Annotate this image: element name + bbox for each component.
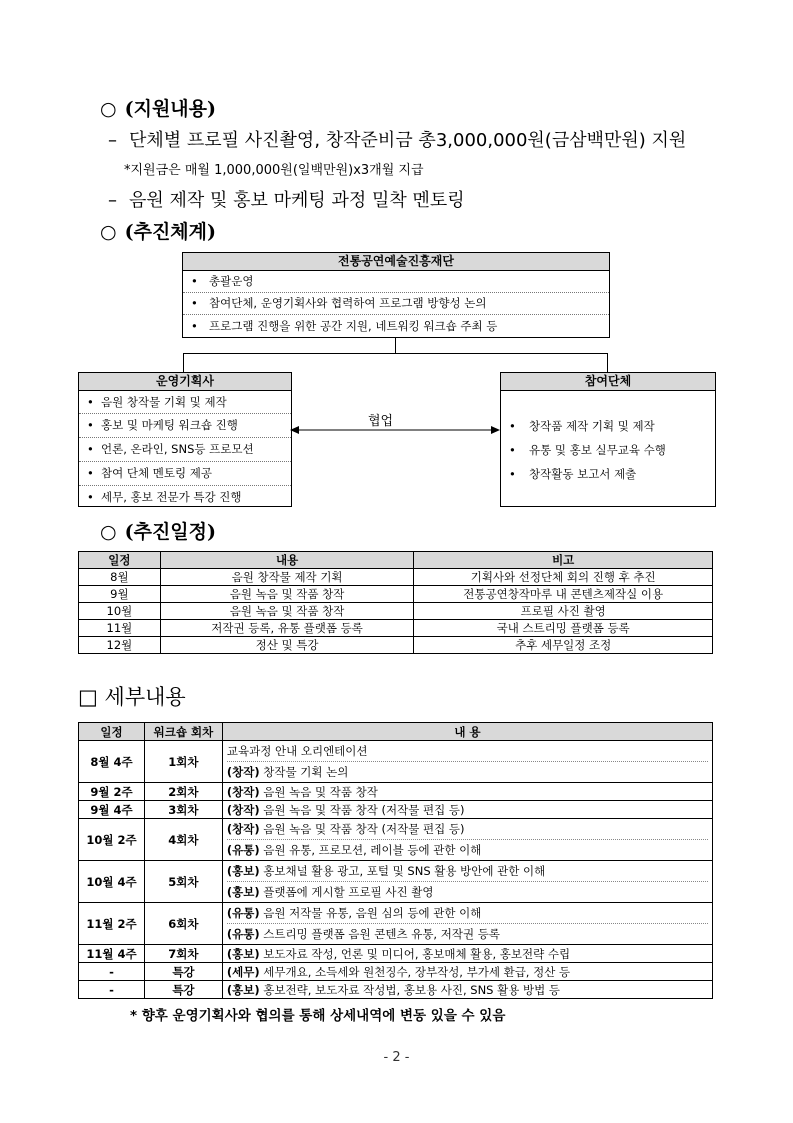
table-cell: 저작권 등록, 유통 플랫폼 등록 [160,620,414,637]
org-box-agency-title: 운영기획사 [79,373,291,391]
detail-session: 5회차 [144,861,222,903]
table-row [79,620,713,637]
table-cell: 9월 [79,586,161,603]
section-system-heading [100,217,216,244]
schedule-header-row [79,552,713,569]
detail-content-line: (유통) 음원 유통, 프로모션, 레이블 등에 관한 이해 [227,839,708,860]
circle-bullet-icon: ○ [100,98,117,120]
table-row [79,981,713,999]
detail-date: 9월 4주 [79,801,145,819]
detail-date: 10월 2주 [79,819,145,861]
connector-line [183,353,184,372]
detail-content: (창작) 음원 녹음 및 작품 창작 (저작물 편집 등) [222,801,712,819]
detail-content-line: (유통) 음원 저작물 유통, 음원 심의 등에 관한 이해 [226,906,482,920]
schedule-table [78,551,713,654]
table-cell: 기획사와 선정단체 회의 진행 후 추진 [414,569,713,586]
org-box-agency [78,372,292,507]
section-system-title: (추진체계) [124,221,216,243]
org-participant-item: • 창작활동 보고서 제출 [501,462,715,486]
detail-header-row [79,723,713,741]
table-row [79,801,713,819]
detail-content-line: (홍보) 플랫폼에 게시할 프로필 사진 촬영 [227,881,708,902]
org-participant-item: • 유통 및 홍보 실무교육 수행 [501,438,715,462]
detail-table [78,722,713,999]
detail-session: 7회차 [144,945,222,963]
table-row [79,819,713,861]
schedule-header-cell: 비고 [414,552,713,569]
detail-date: 8월 4주 [79,741,145,783]
detail-note: * 향후 운영기획사와 협의를 통해 상세내역에 변동 있을 수 있음 [130,1008,506,1024]
detail-date: 11월 4주 [79,945,145,963]
detail-session: 특강 [144,963,222,981]
section-support-title: (지원내용) [124,98,216,120]
table-cell: 음원 녹음 및 작품 창작 [160,603,414,620]
circle-bullet-icon: ○ [100,521,117,543]
section-support-heading [100,94,216,121]
org-foundation-item: • 프로그램 진행을 위한 공간 지원, 네트워킹 워크숍 주최 등 [183,315,609,337]
org-box-participants-title: 참여단체 [501,373,715,391]
support-line-2 [108,186,465,212]
connector-line [607,353,608,372]
section-schedule-heading [100,517,216,544]
table-row [79,783,713,801]
detail-content [222,903,712,945]
table-row [79,586,713,603]
section-schedule-title: (추진일정) [124,521,216,543]
table-row [79,637,713,654]
detail-date: - [79,981,145,999]
table-row [79,903,713,945]
detail-date: 11월 2주 [79,903,145,945]
detail-session: 1회차 [144,741,222,783]
support-line-1 [108,126,686,152]
detail-session: 4회차 [144,819,222,861]
detail-session: 2회차 [144,783,222,801]
detail-content: (세무) 세무개요, 소득세와 원천징수, 장부작성, 부가세 환급, 정산 등 [222,963,712,981]
connector-line [183,353,608,354]
table-cell: 프로필 사진 촬영 [414,603,713,620]
support-note: *지원금은 매월 1,000,000원(일백만원)x3개월 지급 [124,163,424,178]
org-agency-item: • 언론, 온라인, SNS등 프로모션 [79,438,291,462]
org-agency-item: • 세무, 홍보 전문가 특강 진행 [79,486,291,508]
detail-content-line: 교육과정 안내 오리엔테이션 [226,744,368,758]
table-cell: 음원 창작물 제작 기획 [160,569,414,586]
page-number: - 2 - [383,1050,410,1065]
detail-header-cell: 일정 [79,723,145,741]
detail-content-line: (창작) 창작물 기획 논의 [227,761,708,782]
dash-icon: – [108,190,117,211]
table-cell: 8월 [79,569,161,586]
detail-date: 10월 4주 [79,861,145,903]
org-agency-item: • 음원 창작물 기획 및 제작 [79,391,291,414]
detail-content-line: (홍보) 홍보채널 활용 광고, 포털 및 SNS 활용 방안에 관한 이해 [226,864,546,878]
table-cell: 10월 [79,603,161,620]
circle-bullet-icon: ○ [100,221,117,243]
schedule-header-cell: 일정 [79,552,161,569]
org-agency-item: • 참여 단체 멘토링 제공 [79,462,291,486]
table-cell: 음원 녹음 및 작품 창작 [160,586,414,603]
detail-content: (홍보) 보도자료 작성, 언론 및 미디어, 홍보매체 활용, 홍보전략 수립 [222,945,712,963]
table-row [79,569,713,586]
detail-section-title: 세부내용 [104,685,186,709]
cooperation-label: 협업 [368,414,394,429]
connector-line [395,337,396,353]
schedule-header-cell: 내용 [160,552,414,569]
table-row [79,741,713,783]
detail-session: 3회차 [144,801,222,819]
support-line-2-text: 음원 제작 및 홍보 마케팅 과정 밀착 멘토링 [129,190,465,211]
table-row [79,603,713,620]
detail-date: 9월 2주 [79,783,145,801]
org-box-foundation [182,252,610,338]
detail-content: (창작) 음원 녹음 및 작품 창작 [222,783,712,801]
table-cell: 정산 및 특강 [160,637,414,654]
table-cell: 전통공연창작마루 내 콘텐츠제작실 이용 [414,586,713,603]
detail-section-heading [78,681,186,711]
org-agency-item: • 홍보 및 마케팅 워크숍 진행 [79,414,291,438]
support-line-1-text: 단체별 프로필 사진촬영, 창작준비금 총3,000,000원(금삼백만원) 지원 [129,130,687,151]
detail-content-line: (유통) 스트리밍 플랫폼 음원 콘텐츠 유통, 저작권 등록 [227,923,708,944]
dash-icon: – [108,130,117,151]
table-row [79,861,713,903]
double-arrow-icon [290,424,502,436]
detail-session: 6회차 [144,903,222,945]
detail-header-cell: 내 용 [222,723,712,741]
square-bullet-icon: □ [78,685,98,709]
table-row [79,945,713,963]
detail-session: 특강 [144,981,222,999]
detail-content [222,741,712,783]
table-cell: 11월 [79,620,161,637]
detail-date: - [79,963,145,981]
detail-content [222,819,712,861]
table-row [79,963,713,981]
detail-content [222,861,712,903]
detail-header-cell: 워크숍 회차 [144,723,222,741]
org-foundation-item: • 총괄운영 [183,271,609,293]
org-box-participants [500,372,716,507]
org-foundation-item: • 참여단체, 운영기획사와 협력하여 프로그램 방향성 논의 [183,293,609,315]
table-cell: 국내 스트리밍 플랫폼 등록 [414,620,713,637]
detail-content-line: (창작) 음원 녹음 및 작품 창작 (저작물 편집 등) [226,822,465,836]
detail-content: (홍보) 홍보전략, 보도자료 작성법, 홍보용 사진, SNS 활용 방법 등 [222,981,712,999]
table-cell: 12월 [79,637,161,654]
org-box-foundation-title: 전통공연예술진흥재단 [183,253,609,271]
org-participant-item: • 창작품 제작 기획 및 제작 [501,414,715,438]
table-cell: 추후 세무일정 조정 [414,637,713,654]
